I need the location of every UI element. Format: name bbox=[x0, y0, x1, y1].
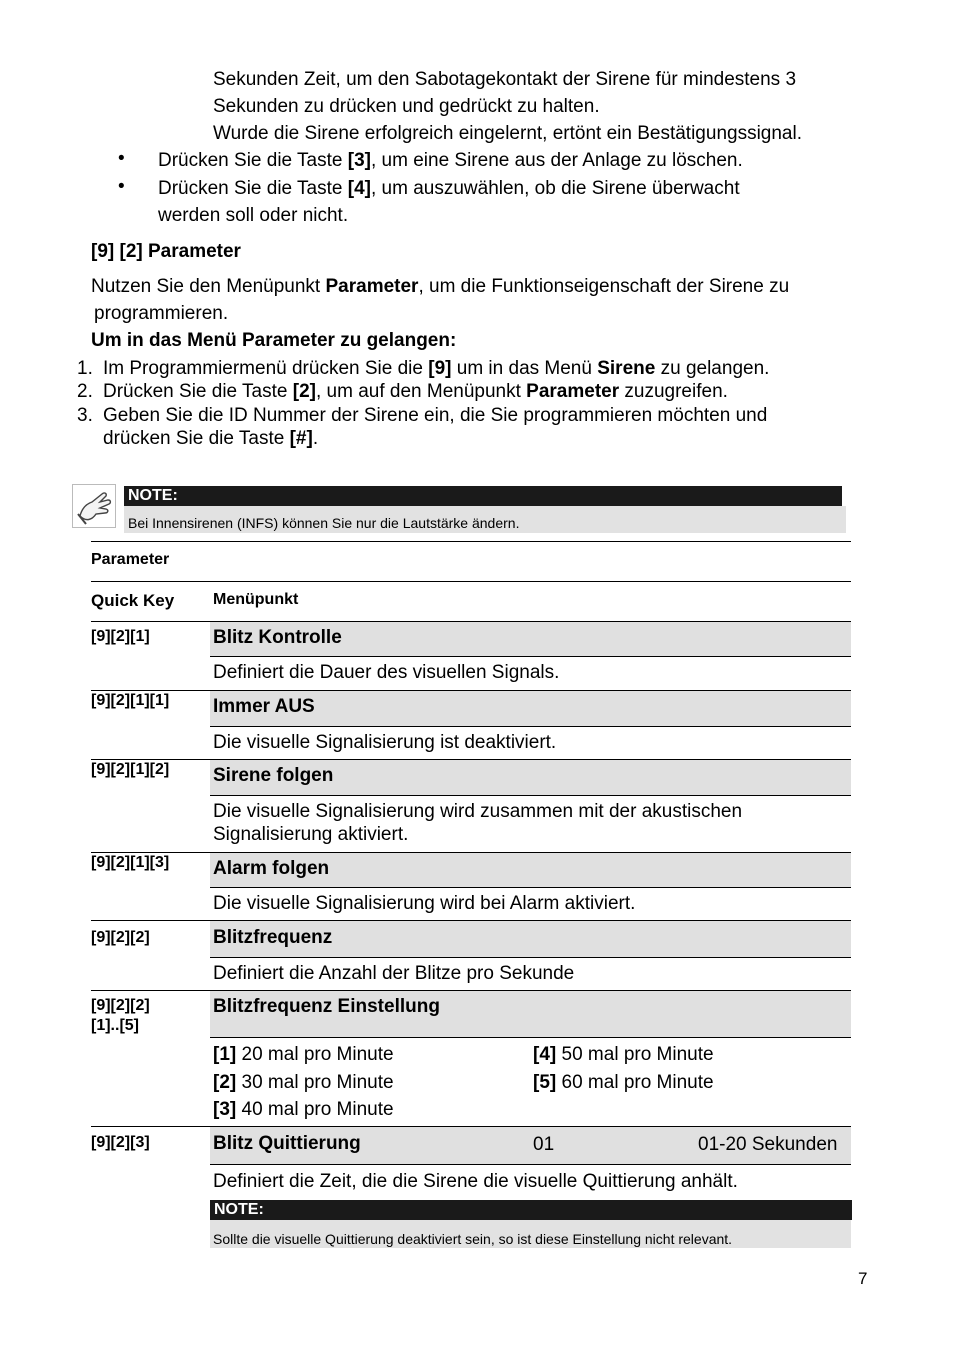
row-description: Definiert die Dauer des visuellen Signals. bbox=[213, 662, 560, 683]
column-header-quick-key: Quick Key bbox=[91, 591, 175, 610]
row-title: Alarm folgen bbox=[213, 858, 330, 879]
note-label: NOTE: bbox=[210, 1200, 852, 1220]
bullet-text-cont: werden soll oder nicht. bbox=[158, 205, 349, 226]
row-title: Blitz Kontrolle bbox=[213, 627, 342, 648]
row-title: Blitzfrequenz Einstellung bbox=[213, 996, 440, 1017]
quick-key: [9][2][1][2] bbox=[91, 761, 170, 778]
intro-line: Sekunden Zeit, um den Sabotagekontakt der Sirene für mindestens 3 bbox=[213, 69, 797, 90]
row-description: Die visuelle Signalisierung ist deaktiviert. bbox=[213, 732, 557, 753]
quick-key-cont: [1]..[5] bbox=[91, 1017, 139, 1034]
value-range: 01-20 Sekunden bbox=[698, 1134, 838, 1155]
row-description-cont: Signalisierung aktiviert. bbox=[213, 824, 409, 845]
howto-heading: Um in das Menü Parameter zu gelangen: bbox=[91, 330, 457, 351]
section-paragraph-cont: programmieren. bbox=[94, 303, 229, 324]
section-heading: [9] [2] Parameter bbox=[91, 241, 241, 262]
row-description: Die visuelle Signalisierung wird zusammen mit der akustischen bbox=[213, 801, 743, 822]
bullet-text: Drücken Sie die Taste [3], um eine Sirene aus der Anlage zu löschen. bbox=[158, 150, 743, 171]
row-description: Definiert die Zeit, die die Sirene die visuelle Quittierung anhält. bbox=[213, 1171, 738, 1192]
option-item: [4] 50 mal pro Minute bbox=[533, 1044, 714, 1065]
note-text: Sollte die visuelle Quittierung deaktiviert sein, so ist diese Einstellung nicht relevant. bbox=[210, 1220, 851, 1248]
intro-line: Wurde die Sirene erfolgreich eingelernt, ertönt ein Bestätigungssignal. bbox=[213, 123, 802, 144]
option-item: [1] 20 mal pro Minute bbox=[213, 1044, 394, 1065]
step-number: 2. bbox=[77, 381, 93, 402]
section-paragraph: Nutzen Sie den Menüpunkt Parameter, um die Funktionseigenschaft der Sirene zu bbox=[91, 276, 790, 297]
bullet-dot: • bbox=[118, 176, 125, 197]
default-value: 01 bbox=[533, 1134, 555, 1155]
hand-pointing-icon bbox=[72, 484, 116, 528]
intro-line: Sekunden zu drücken und gedrückt zu halten. bbox=[213, 96, 600, 117]
row-description: Definiert die Anzahl der Blitze pro Sekunde bbox=[213, 963, 575, 984]
row-title: Immer AUS bbox=[213, 696, 315, 717]
option-item: [5] 60 mal pro Minute bbox=[533, 1072, 714, 1093]
page-number: 7 bbox=[858, 1269, 868, 1288]
step-text: Im Programmiermenü drücken Sie die [9] um in das Menü Sirene zu gelangen. bbox=[103, 358, 770, 379]
row-description: Die visuelle Signalisierung wird bei Alarm aktiviert. bbox=[213, 893, 636, 914]
quick-key: [9][2][1][3] bbox=[91, 854, 170, 871]
option-item: [2] 30 mal pro Minute bbox=[213, 1072, 394, 1093]
quick-key: [9][2][1] bbox=[91, 628, 150, 645]
table-rule bbox=[91, 541, 851, 542]
row-title: Blitzfrequenz bbox=[213, 927, 333, 948]
row-title: Sirene folgen bbox=[213, 765, 334, 786]
table-title: Parameter bbox=[91, 551, 170, 568]
row-title: Blitz Quittierung bbox=[213, 1133, 361, 1154]
step-text-cont: drücken Sie die Taste [#]. bbox=[103, 428, 319, 449]
quick-key: [9][2][2] bbox=[91, 929, 150, 946]
bullet-text: Drücken Sie die Taste [4], um auszuwählen, ob die Sirene überwacht bbox=[158, 178, 740, 199]
quick-key: [9][2][2] bbox=[91, 997, 150, 1014]
note-text: Bei Innensirenen (INFS) können Sie nur die Lautstärke ändern. bbox=[124, 506, 846, 533]
column-header-menu: Menüpunkt bbox=[213, 591, 299, 608]
step-number: 3. bbox=[77, 405, 93, 426]
step-text: Drücken Sie die Taste [2], um auf den Menüpunkt Parameter zuzugreifen. bbox=[103, 381, 728, 402]
note-label: NOTE: bbox=[124, 486, 842, 506]
bullet-dot: • bbox=[118, 148, 125, 169]
step-number: 1. bbox=[77, 358, 93, 379]
quick-key: [9][2][1][1] bbox=[91, 692, 170, 709]
quick-key: [9][2][3] bbox=[91, 1134, 150, 1151]
table-rule bbox=[91, 581, 851, 582]
option-item: [3] 40 mal pro Minute bbox=[213, 1099, 394, 1120]
step-text: Geben Sie die ID Nummer der Sirene ein, die Sie programmieren möchten und bbox=[103, 405, 768, 426]
